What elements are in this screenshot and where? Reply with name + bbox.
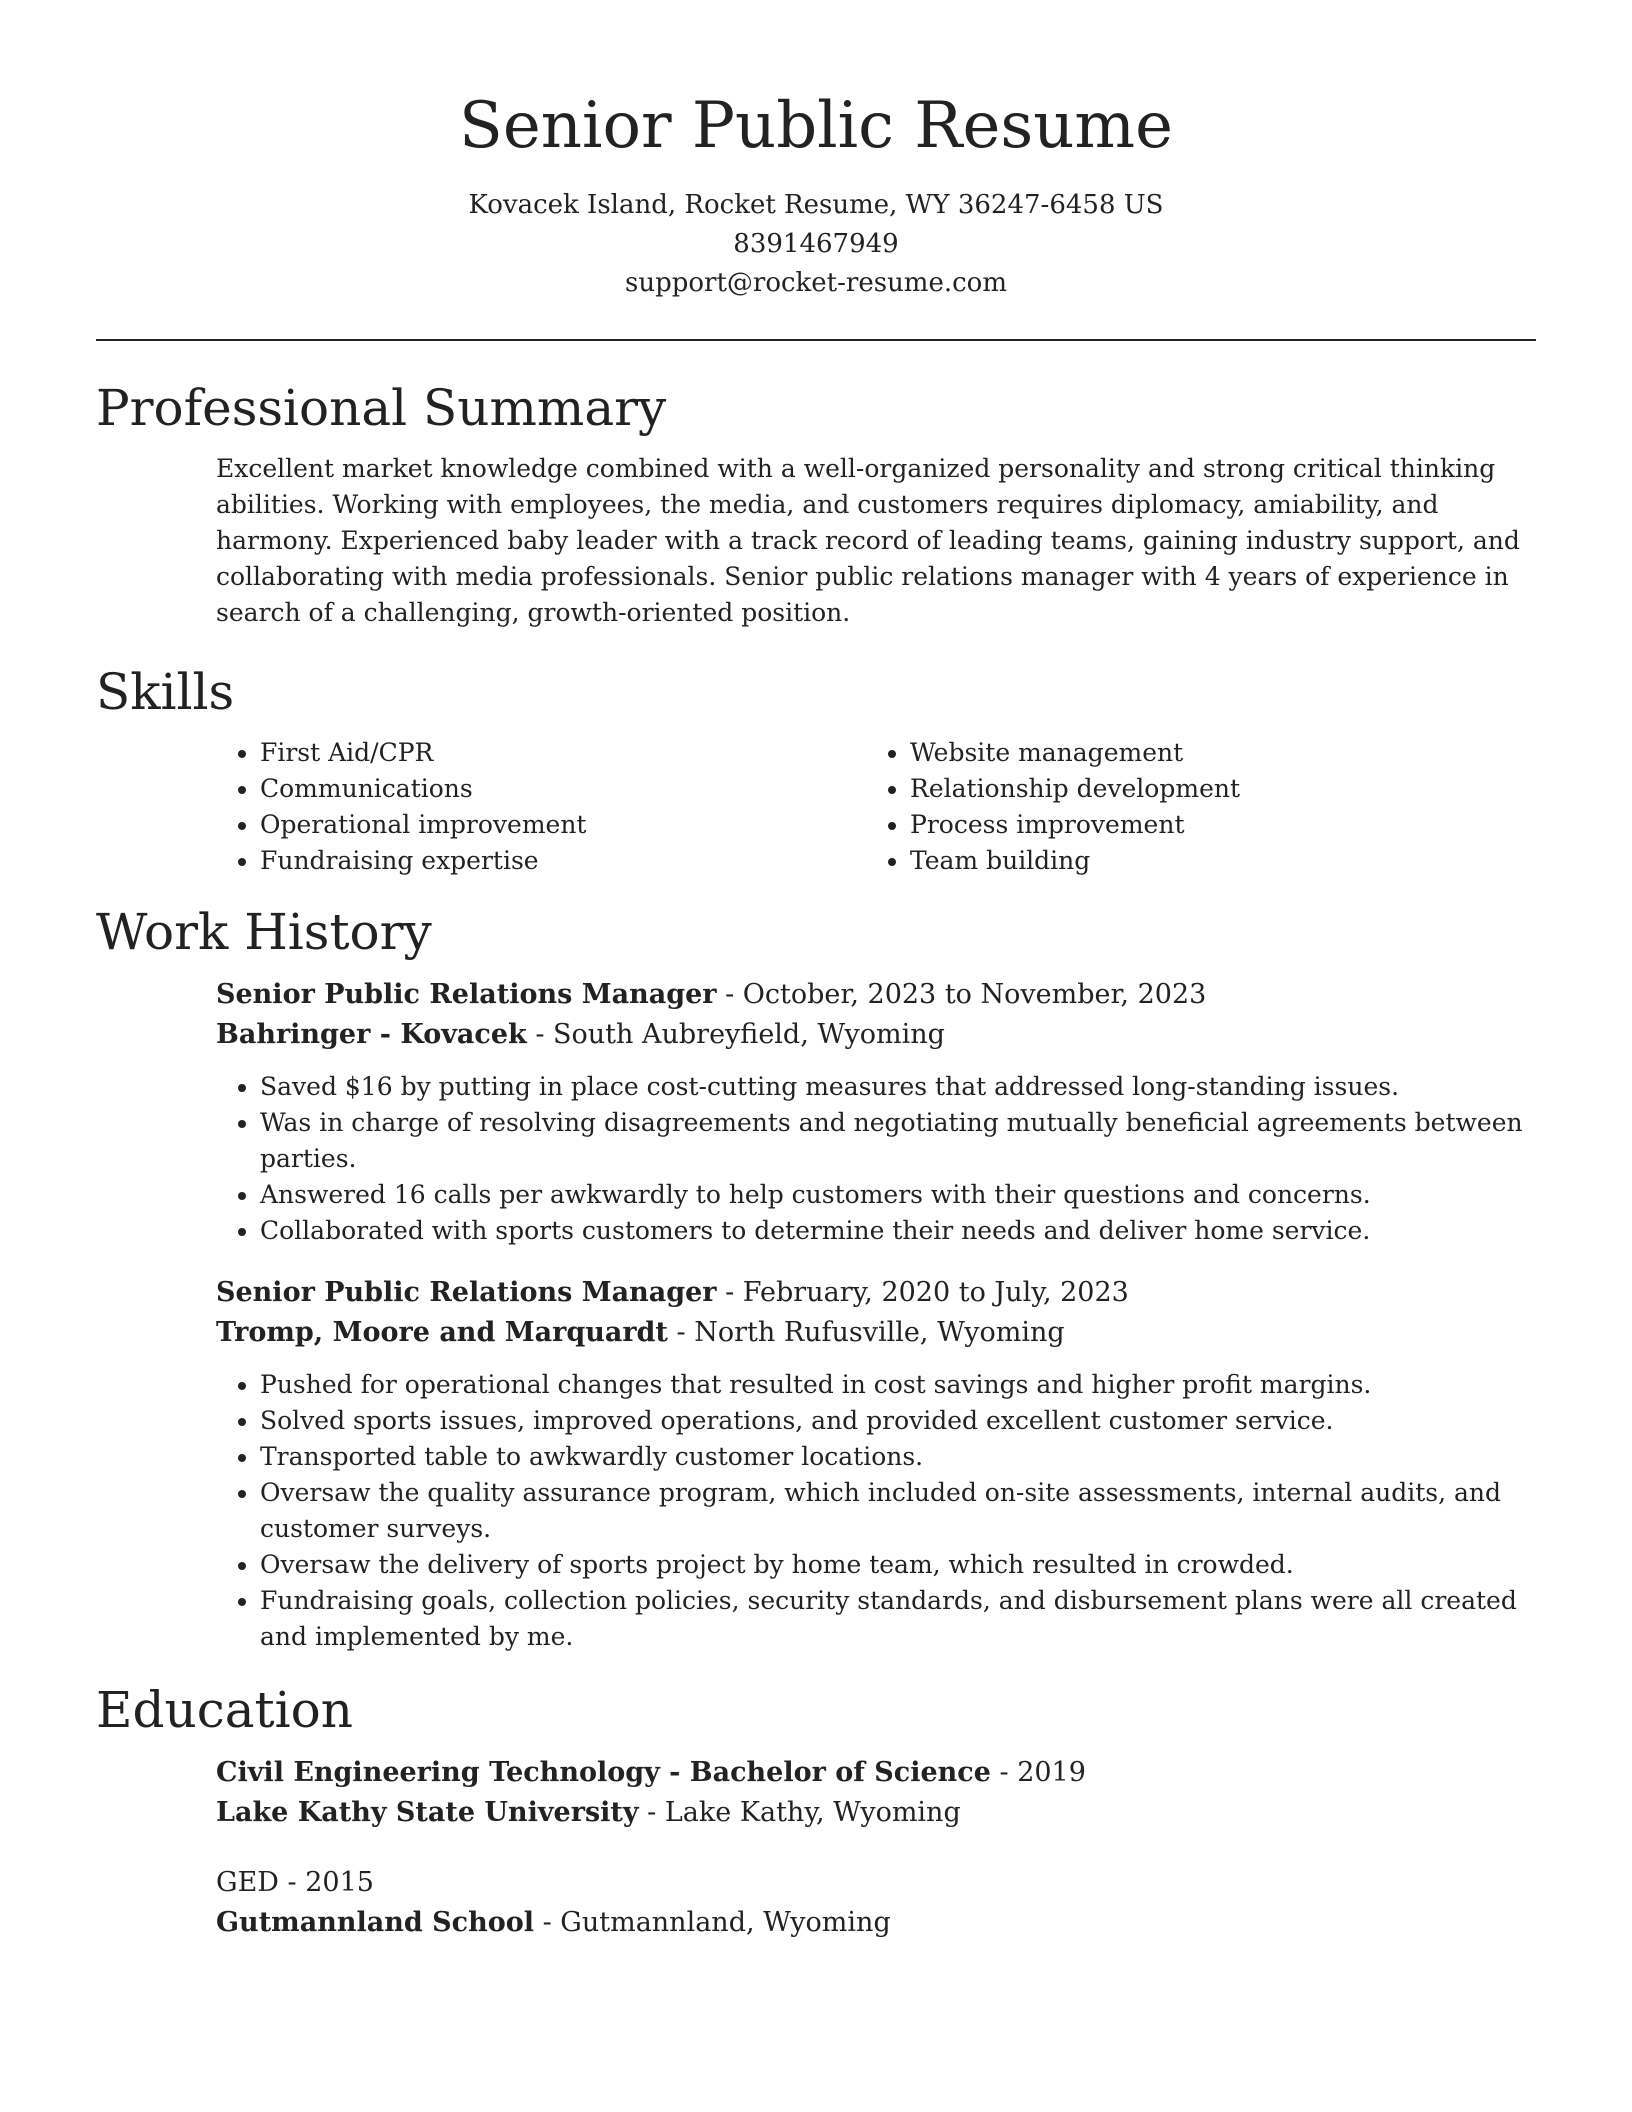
education-year: - 2015 (278, 1867, 374, 1898)
skill-item: • First Aid/CPR (260, 735, 866, 771)
education-section (96, 1679, 1536, 1943)
job-bullets (216, 1367, 1536, 1655)
skill-item: • Relationship development (910, 771, 1240, 807)
education-school-line (216, 1793, 1536, 1833)
job-bullet: • Pushed for operational changes that resulted in cost savings and higher profit margins. (260, 1367, 1536, 1403)
job-entry (96, 975, 1536, 1249)
job-company-line (216, 1015, 1536, 1055)
skills-column-right (866, 735, 1240, 879)
job-bullet: • Transported table to awkwardly customer locations. (260, 1439, 1536, 1475)
job-location: - South Aubreyfield, Wyoming (526, 1019, 945, 1050)
job-bullet: • Fundraising goals, collection policies, security standards, and disbursement plans were all created and implemented by me. (260, 1583, 1536, 1655)
contact-phone: 8391467949 (733, 229, 899, 259)
summary-text: Excellent market knowledge combined with a well-organized personality and strong critical thinking abilities. Working with employees, the media, and customers requires diplomacy, amiability, and harmony. Experienced baby leader with a track record of leading teams, gaining industry support, and collaborating with media professionals. Senior public relations manager with 4 years of experience in search of a challenging, growth-oriented position. (216, 454, 1520, 627)
education-degree: GED (216, 1867, 279, 1898)
job-location: - North Rufusville, Wyoming (667, 1317, 1065, 1348)
skill-item: • Process improvement (910, 807, 1240, 843)
job-bullet: • Answered 16 calls per awkwardly to help customers with their questions and concerns. (260, 1177, 1536, 1213)
skill-item: • Fundraising expertise (260, 843, 866, 879)
job-bullet: • Oversaw the quality assurance program, which included on-site assessments, internal audits, and customer surveys. (260, 1475, 1536, 1547)
job-bullet: • Saved $16 by putting in place cost-cutting measures that addressed long-standing issues. (260, 1069, 1536, 1105)
summary-section (96, 377, 1536, 631)
skill-item: • Communications (260, 771, 866, 807)
skill-item: • Operational improvement (260, 807, 866, 843)
skills-section (96, 661, 1536, 879)
education-degree-line (216, 1753, 1536, 1793)
education-year: - 2019 (990, 1757, 1086, 1788)
job-bullet: • Solved sports issues, improved operations, and provided excellent customer service. (260, 1403, 1536, 1439)
job-company: Bahringer - Kovacek (216, 1019, 527, 1050)
education-location: - Lake Kathy, Wyoming (638, 1797, 961, 1828)
education-title: Education (96, 1681, 353, 1739)
education-location: - Gutmannland, Wyoming (534, 1907, 891, 1938)
job-dates: - October, 2023 to November, 2023 (716, 979, 1207, 1010)
job-company-line (216, 1313, 1536, 1353)
job-bullet: • Collaborated with sports customers to determine their needs and deliver home service. (260, 1213, 1536, 1249)
education-degree-line (216, 1863, 1536, 1903)
job-bullets (216, 1069, 1536, 1249)
job-bullet: • Was in charge of resolving disagreements and negotiating mutually beneficial agreements between parties. (260, 1105, 1536, 1177)
education-degree: Civil Engineering Technology - Bachelor of Science (216, 1757, 991, 1788)
education-school: Gutmannland School (216, 1907, 534, 1938)
contact-email: support@rocket-resume.com (624, 268, 1007, 298)
skills-title: Skills (96, 663, 235, 721)
contact-address: Kovacek Island, Rocket Resume, WY 36247-6458 US (468, 190, 1164, 220)
job-title-line (216, 1273, 1536, 1313)
summary-title: Professional Summary (96, 379, 667, 437)
job-dates: - February, 2020 to July, 2023 (716, 1277, 1129, 1308)
work-history-title: Work History (96, 903, 432, 961)
education-school-line (216, 1903, 1536, 1943)
job-company: Tromp, Moore and Marquardt (216, 1317, 668, 1348)
job-entry (96, 1273, 1536, 1655)
job-title-line (216, 975, 1536, 1015)
header-divider (96, 339, 1536, 341)
education-school: Lake Kathy State University (216, 1797, 639, 1828)
job-role: Senior Public Relations Manager (216, 979, 717, 1010)
skill-item: • Team building (910, 843, 1240, 879)
skills-columns (96, 735, 1536, 879)
skill-item: • Website management (910, 735, 1240, 771)
skills-column-left (216, 735, 866, 879)
education-entry (96, 1863, 1536, 1943)
job-role: Senior Public Relations Manager (216, 1277, 717, 1308)
job-bullet: • Oversaw the delivery of sports project by home team, which resulted in crowded. (260, 1547, 1536, 1583)
resume-header (96, 84, 1536, 303)
education-entry (96, 1753, 1536, 1833)
work-history-section (96, 901, 1536, 1655)
candidate-name: Senior Public Resume (459, 89, 1173, 163)
